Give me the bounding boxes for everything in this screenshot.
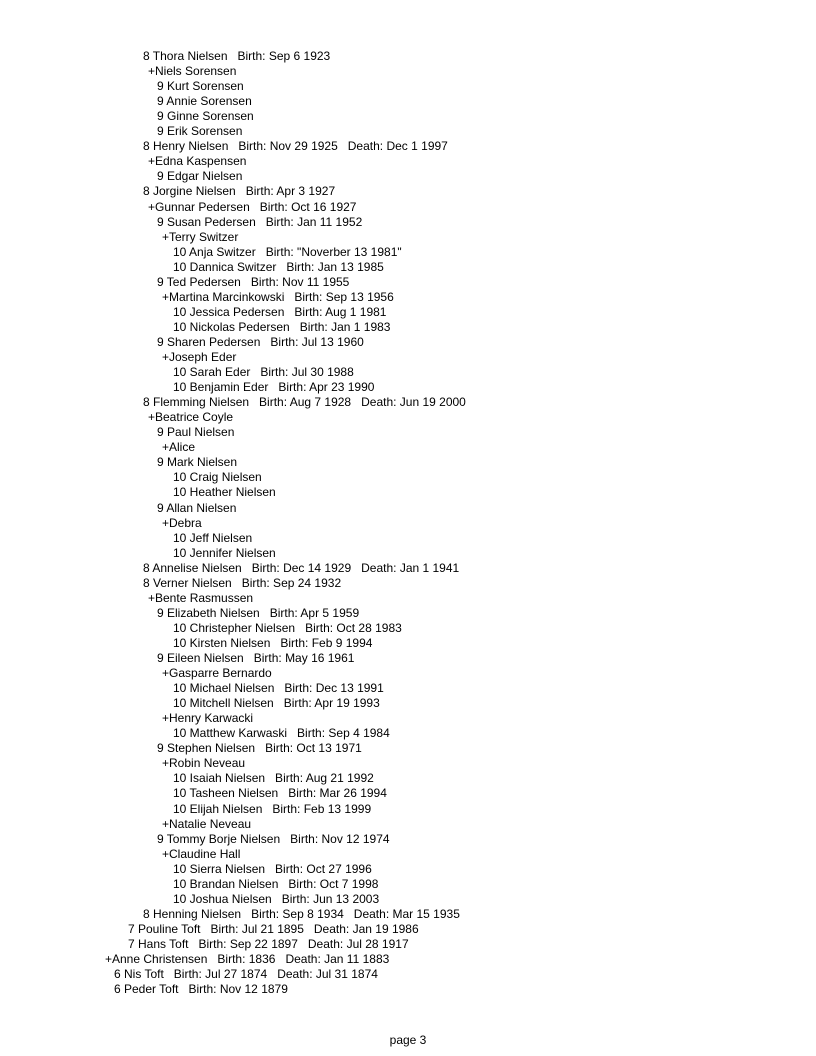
descendant-entry: 8 Henry Nielsen Birth: Nov 29 1925 Death: Dec 1 1997 — [143, 139, 448, 153]
descendant-entry: 10 Brandan Nielsen Birth: Oct 7 1998 — [173, 877, 379, 891]
spouse-entry: +Gasparre Bernardo — [162, 666, 272, 680]
spouse-entry: +Joseph Eder — [162, 350, 237, 364]
descendant-entry: 10 Nickolas Pedersen Birth: Jan 1 1983 — [173, 320, 391, 334]
descendant-entry: 6 Peder Toft Birth: Nov 12 1879 — [114, 982, 288, 996]
descendant-entry: 10 Dannica Switzer Birth: Jan 13 1985 — [173, 260, 384, 274]
descendant-entry: 9 Elizabeth Nielsen Birth: Apr 5 1959 — [157, 606, 360, 620]
descendant-entry: 9 Susan Pedersen Birth: Jan 11 1952 — [157, 215, 363, 229]
descendant-entry: 10 Matthew Karwaski Birth: Sep 4 1984 — [173, 726, 390, 740]
descendant-entry: 9 Eileen Nielsen Birth: May 16 1961 — [157, 651, 355, 665]
spouse-entry: +Gunnar Pedersen Birth: Oct 16 1927 — [148, 200, 357, 214]
descendant-entry: 10 Sarah Eder Birth: Jul 30 1988 — [173, 365, 354, 379]
descendant-entry: 8 Jorgine Nielsen Birth: Apr 3 1927 — [143, 184, 336, 198]
descendant-entry: 6 Nis Toft Birth: Jul 27 1874 Death: Jul 31 1874 — [114, 967, 378, 981]
descendant-entry: 9 Erik Sorensen — [157, 124, 243, 138]
descendant-entry: 9 Edgar Nielsen — [157, 169, 243, 183]
spouse-entry: +Henry Karwacki — [162, 711, 254, 725]
spouse-entry: +Terry Switzer — [162, 230, 239, 244]
descendant-entry: 10 Jessica Pedersen Birth: Aug 1 1981 — [173, 305, 387, 319]
spouse-entry: +Anne Christensen Birth: 1836 Death: Jan 11 1883 — [105, 952, 390, 966]
descendant-entry: 9 Tommy Borje Nielsen Birth: Nov 12 1974 — [157, 832, 390, 846]
descendant-entry: 8 Verner Nielsen Birth: Sep 24 1932 — [143, 576, 342, 590]
spouse-entry: +Claudine Hall — [162, 847, 241, 861]
descendant-entry: 10 Isaiah Nielsen Birth: Aug 21 1992 — [173, 771, 374, 785]
spouse-entry: +Martina Marcinkowski Birth: Sep 13 1956 — [162, 290, 394, 304]
descendant-entry: 10 Craig Nielsen — [173, 470, 262, 484]
spouse-entry: +Alice — [162, 440, 196, 454]
descendant-entry: 9 Kurt Sorensen — [157, 79, 244, 93]
page-number: page 3 — [389, 1033, 427, 1047]
descendant-entry: 9 Paul Nielsen — [157, 425, 235, 439]
descendant-entry: 9 Allan Nielsen — [157, 501, 237, 515]
descendant-entry: 10 Christepher Nielsen Birth: Oct 28 1983 — [173, 621, 402, 635]
descendant-entry: 7 Hans Toft Birth: Sep 22 1897 Death: Jul 28 1917 — [128, 937, 409, 951]
spouse-entry: +Edna Kaspensen — [148, 154, 247, 168]
descendant-entry: 10 Jennifer Nielsen — [173, 546, 276, 560]
descendant-entry: 10 Tasheen Nielsen Birth: Mar 26 1994 — [173, 786, 387, 800]
descendant-entry: 9 Ginne Sorensen — [157, 109, 254, 123]
descendant-entry: 10 Sierra Nielsen Birth: Oct 27 1996 — [173, 862, 372, 876]
descendant-entry: 10 Benjamin Eder Birth: Apr 23 1990 — [173, 380, 375, 394]
descendant-entry: 10 Joshua Nielsen Birth: Jun 13 2003 — [173, 892, 380, 906]
descendant-entry: 10 Mitchell Nielsen Birth: Apr 19 1993 — [173, 696, 380, 710]
descendant-entry: 9 Annie Sorensen — [157, 94, 252, 108]
descendant-entry: 10 Elijah Nielsen Birth: Feb 13 1999 — [173, 802, 372, 816]
descendant-entry: 8 Henning Nielsen Birth: Sep 8 1934 Death: Mar 15 1935 — [143, 907, 460, 921]
descendant-entry: 9 Ted Pedersen Birth: Nov 11 1955 — [157, 275, 350, 289]
descendant-entry: 8 Thora Nielsen Birth: Sep 6 1923 — [143, 49, 331, 63]
spouse-entry: +Niels Sorensen — [148, 64, 237, 78]
descendant-entry: 9 Stephen Nielsen Birth: Oct 13 1971 — [157, 741, 362, 755]
descendant-entry: 8 Annelise Nielsen Birth: Dec 14 1929 Death: Jan 1 1941 — [143, 561, 460, 575]
descendant-entry: 10 Michael Nielsen Birth: Dec 13 1991 — [173, 681, 384, 695]
descendant-entry: 10 Anja Switzer Birth: "Noverber 13 1981" — [173, 245, 402, 259]
spouse-entry: +Beatrice Coyle — [148, 410, 234, 424]
descendant-entry: 7 Pouline Toft Birth: Jul 21 1895 Death: Jan 19 1986 — [128, 922, 419, 936]
descendant-entry: 9 Mark Nielsen — [157, 455, 238, 469]
descendant-entry: 10 Jeff Nielsen — [173, 531, 253, 545]
descendant-entry: 9 Sharen Pedersen Birth: Jul 13 1960 — [157, 335, 364, 349]
spouse-entry: +Debra — [162, 516, 202, 530]
descendant-entry: 10 Heather Nielsen — [173, 485, 276, 499]
spouse-entry: +Robin Neveau — [162, 756, 246, 770]
descendant-entry: 10 Kirsten Nielsen Birth: Feb 9 1994 — [173, 636, 373, 650]
spouse-entry: +Natalie Neveau — [162, 817, 252, 831]
descendant-entry: 8 Flemming Nielsen Birth: Aug 7 1928 Death: Jun 19 2000 — [143, 395, 466, 409]
spouse-entry: +Bente Rasmussen — [148, 591, 254, 605]
